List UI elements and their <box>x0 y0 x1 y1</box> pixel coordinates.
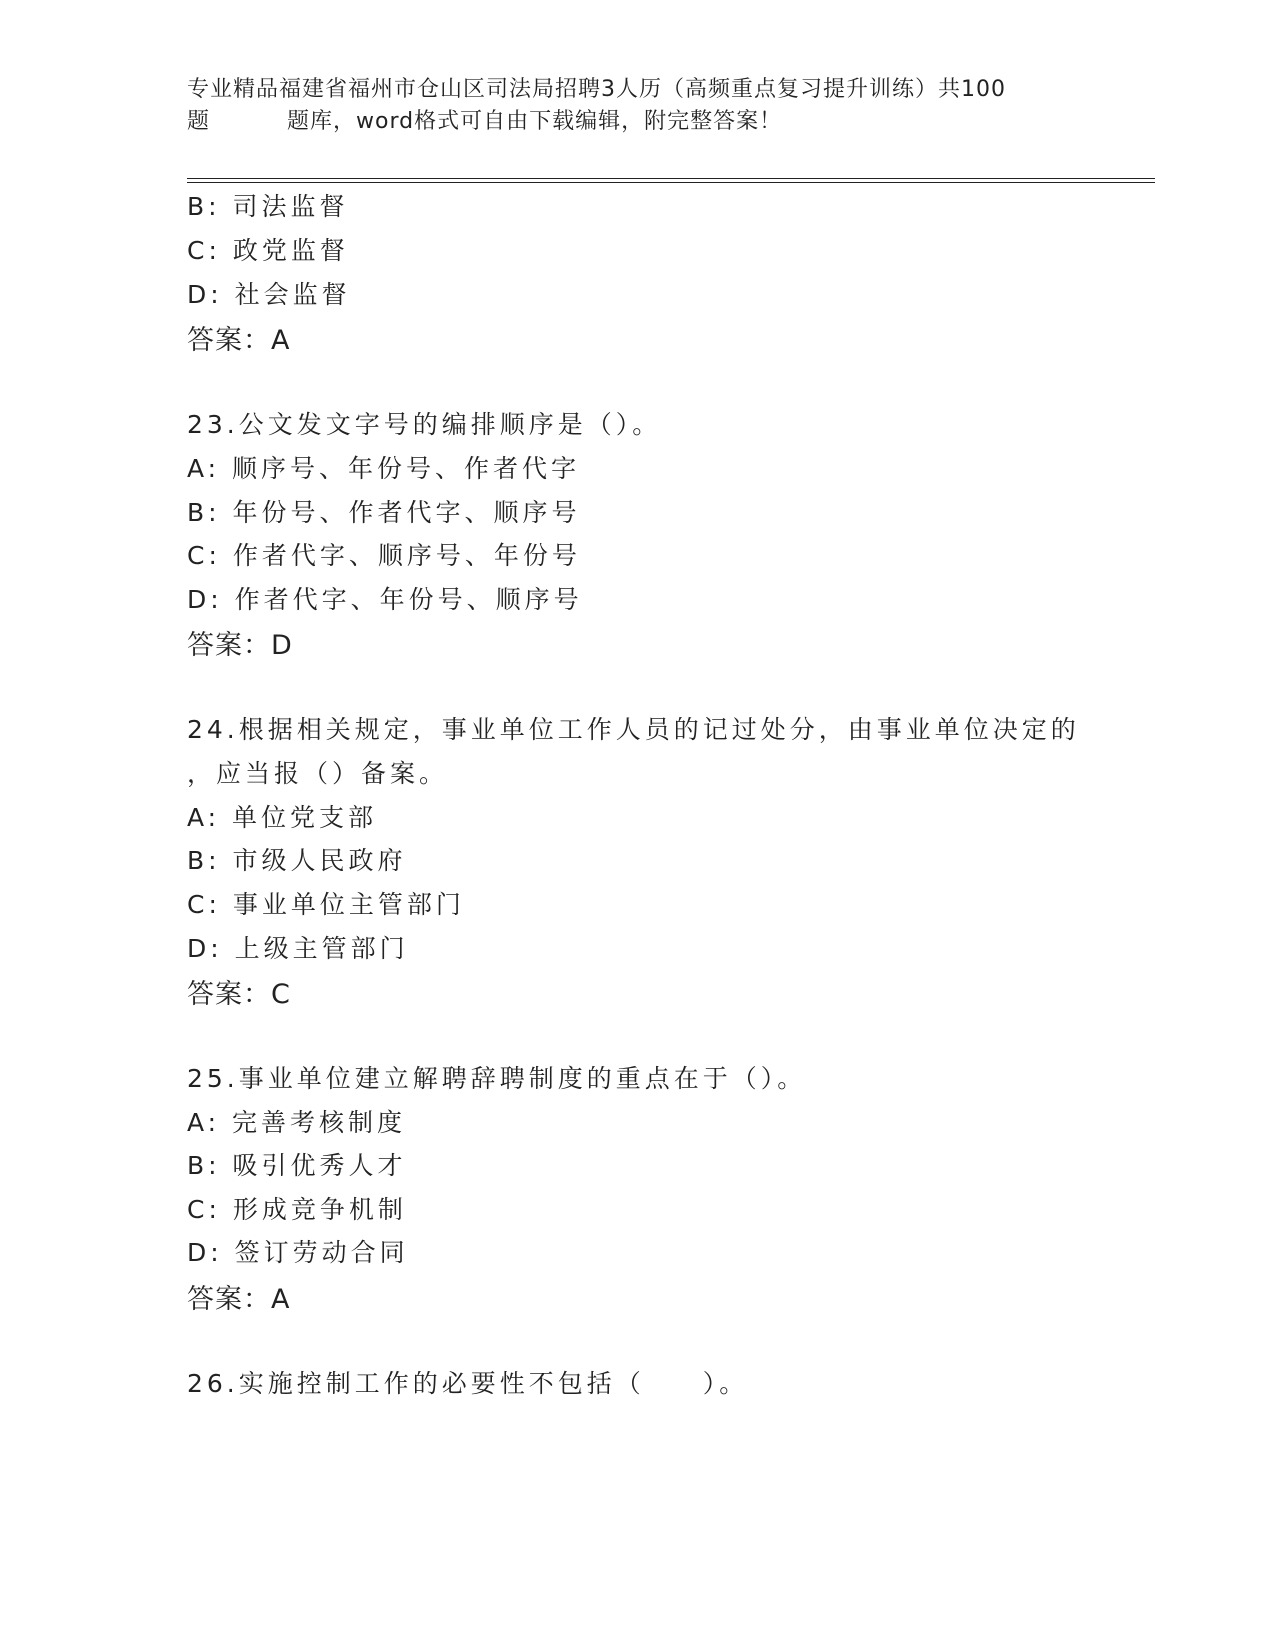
header-line-2-lead: 题 <box>187 109 211 134</box>
option-a-q24: A: 单位党支部 <box>187 803 378 832</box>
question-24: 24.根据相关规定，事业单位工作人员的记过处分，由事业单位决定的 <box>187 715 1080 744</box>
option-a-q23: A: 顺序号、年份号、作者代字 <box>187 454 581 483</box>
question-25: 25.事业单位建立解聘辞聘制度的重点在于（）。 <box>187 1064 807 1093</box>
option-c-q24: C: 事业单位主管部门 <box>187 890 465 919</box>
option-b-q24: B: 市级人民政府 <box>187 846 407 875</box>
question-23: 23.公文发文字号的编排顺序是（）。 <box>187 410 662 439</box>
answer-q23: 答案：D <box>187 630 293 661</box>
option-b-q25: B: 吸引优秀人才 <box>187 1151 407 1180</box>
option-b-q23: B: 年份号、作者代字、顺序号 <box>187 498 581 527</box>
option-d-q22: D: 社会监督 <box>187 280 351 309</box>
option-b-q22: B: 司法监督 <box>187 192 349 221</box>
option-d-q24: D: 上级主管部门 <box>187 934 409 963</box>
question-24-cont: ，应当报（）备案。 <box>187 759 449 788</box>
answer-q24: 答案：C <box>187 979 291 1010</box>
option-c-q22: C: 政党监督 <box>187 236 349 265</box>
header-line-2 <box>187 106 1077 138</box>
question-26: 26.实施控制工作的必要性不包括（ ）。 <box>187 1369 749 1398</box>
option-d-q23: D: 作者代字、年份号、顺序号 <box>187 585 583 614</box>
header-line-2-text: 题库，word格式可自由下载编辑，附完整答案！ <box>287 109 783 134</box>
option-d-q25: D: 签订劳动合同 <box>187 1238 409 1267</box>
option-a-q25: A: 完善考核制度 <box>187 1108 407 1137</box>
answer-q25: 答案：A <box>187 1284 291 1315</box>
document-header <box>187 74 1077 138</box>
header-line-1: 专业精品福建省福州市仓山区司法局招聘3人历（高频重点复习提升训练）共100 <box>187 77 1006 102</box>
answer-q22: 答案：A <box>187 325 291 356</box>
option-c-q23: C: 作者代字、顺序号、年份号 <box>187 541 581 570</box>
header-double-rule <box>187 178 1155 183</box>
option-c-q25: C: 形成竞争机制 <box>187 1195 407 1224</box>
